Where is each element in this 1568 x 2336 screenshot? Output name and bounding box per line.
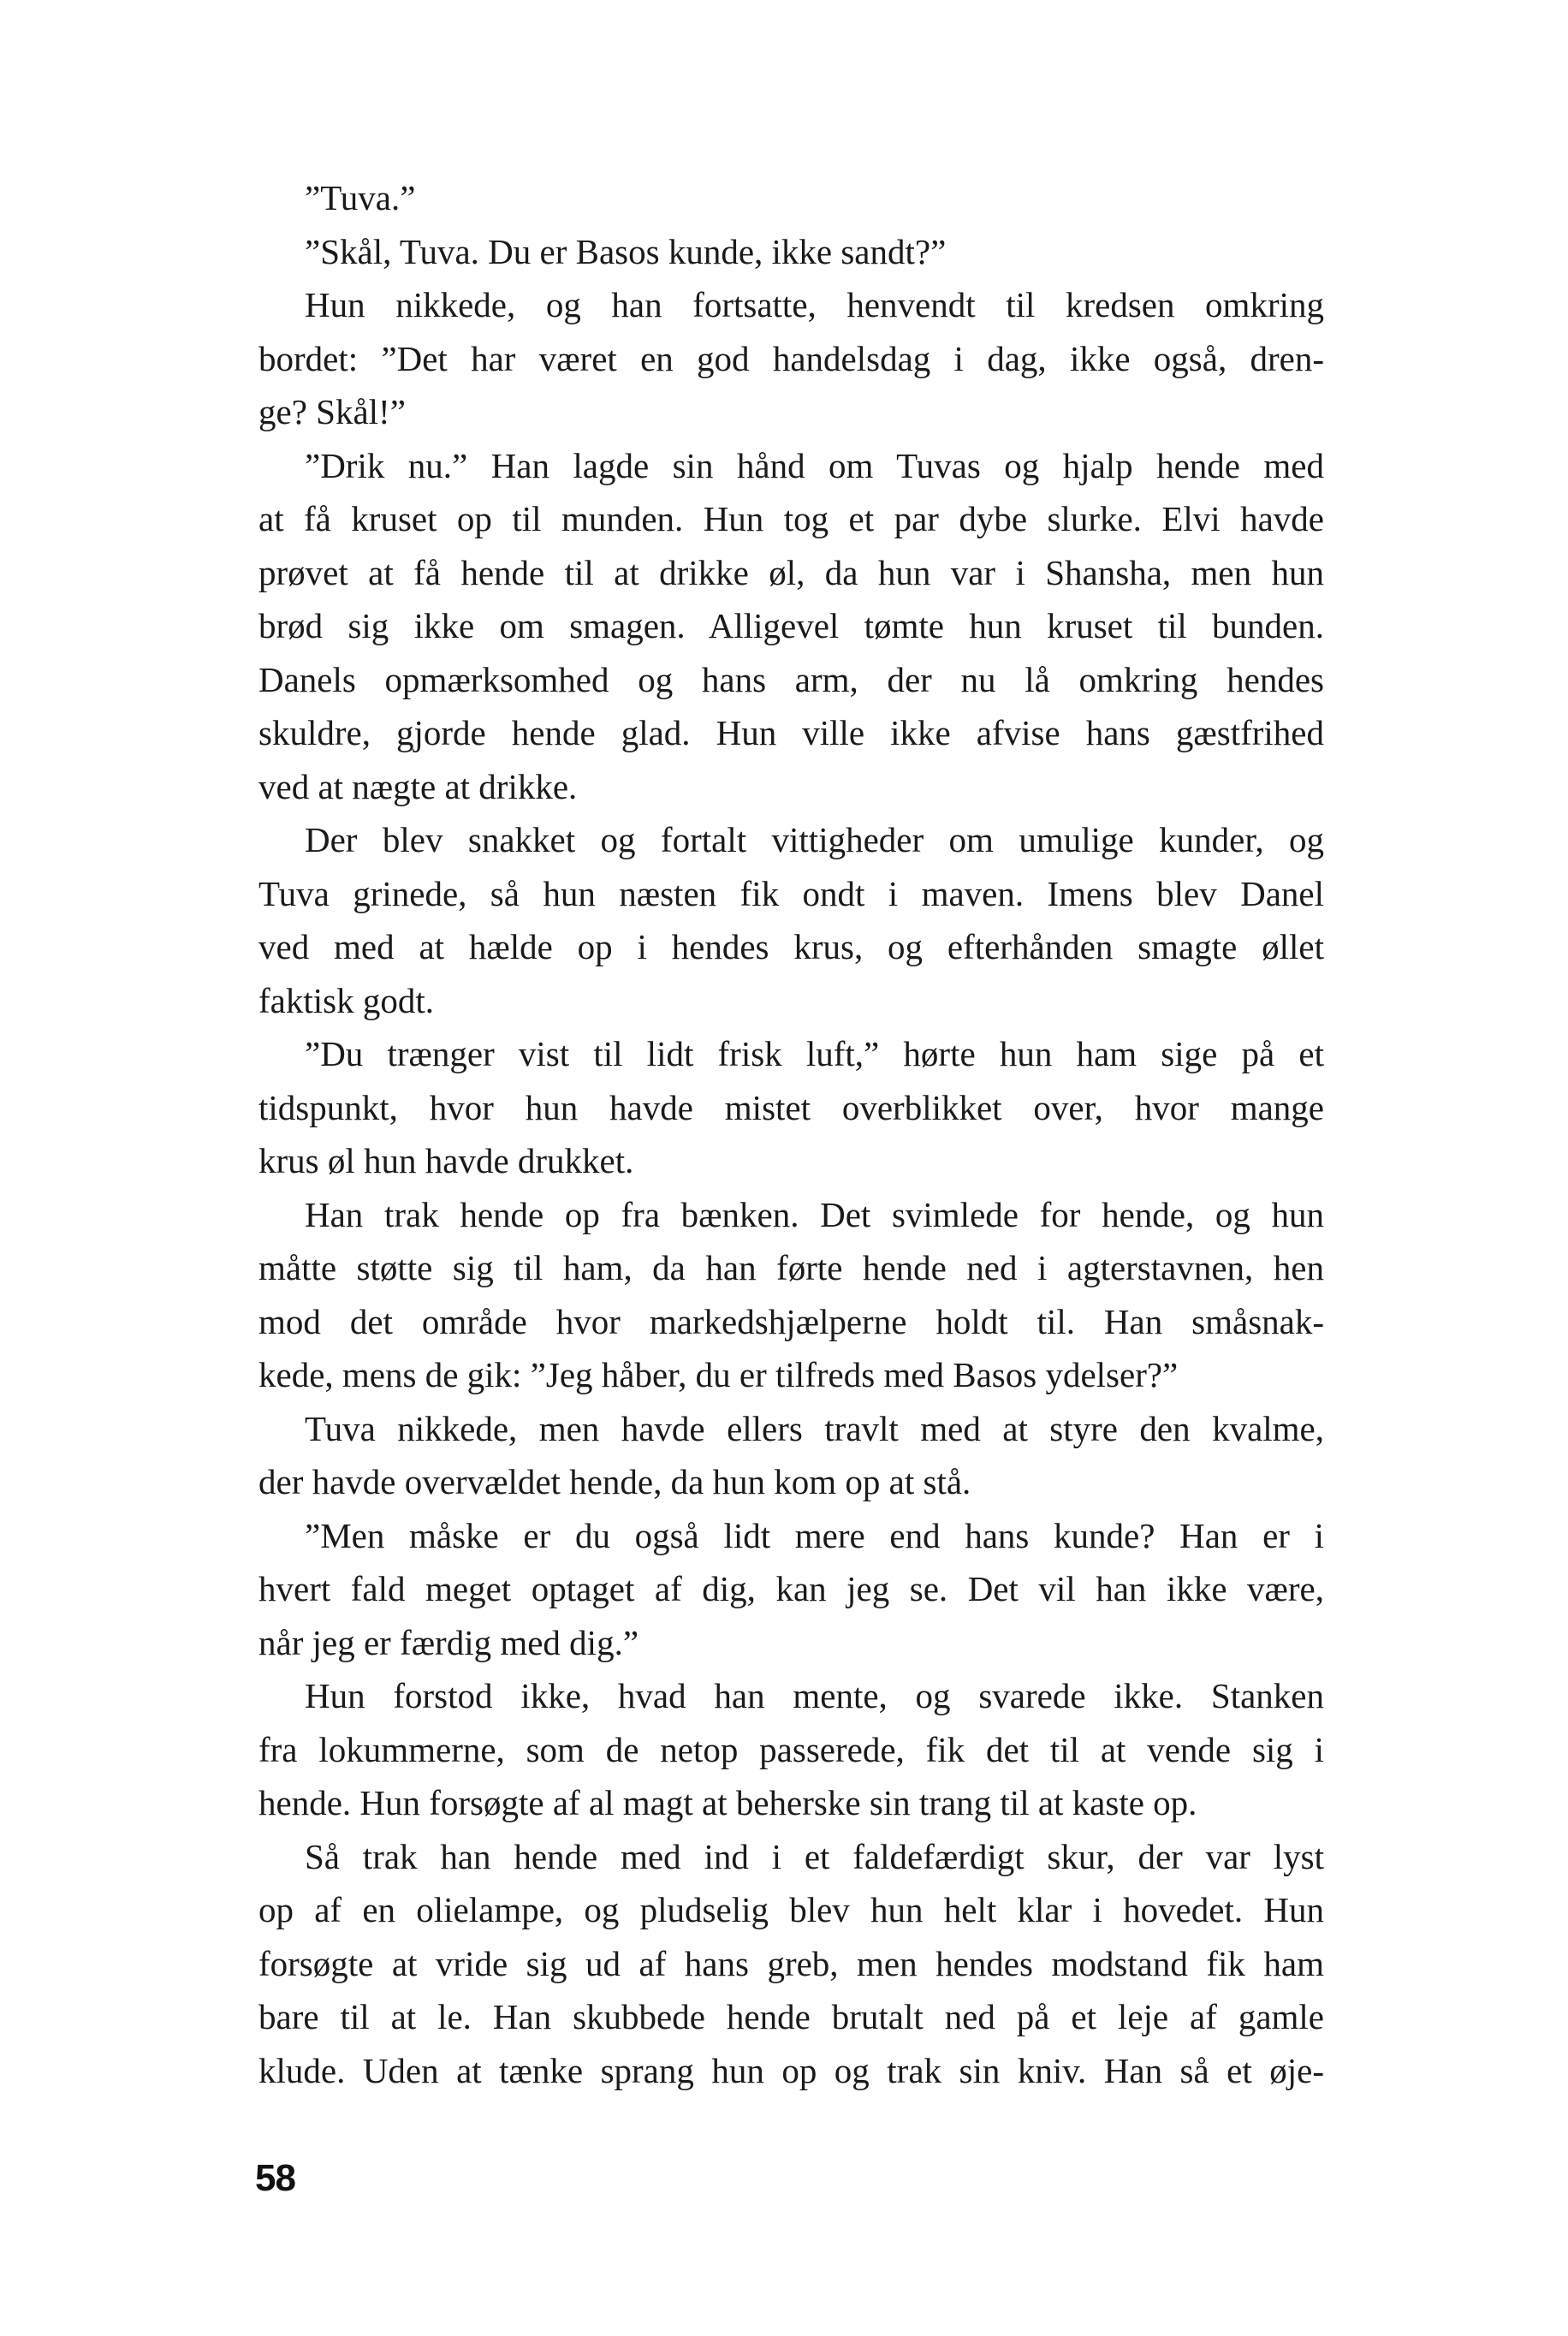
text-line: hende. Hun forsøgte af al magt at beherske sin trang til at kaste op.: [258, 1783, 1197, 1822]
text-line: måtte støtte sig til ham, da han førte hende ned i agterstavnen, hen: [258, 1248, 1324, 1287]
text-line: prøvet at få hende til at drikke øl, da hun var i Shansha, men hun: [258, 552, 1324, 592]
text-line: bare til at le. Han skubbede hende brutalt ned på et leje af gamle: [258, 1997, 1324, 2036]
text-line: fra lokummerne, som de netop passerede, fik det til at vende sig i: [258, 1729, 1324, 1769]
text-line: klude. Uden at tænke sprang hun op og trak sin kniv. Han så et øje-: [258, 2050, 1324, 2090]
text-line: der havde overvældet hende, da hun kom op at stå.: [258, 1462, 971, 1501]
text-line: Hun nikkede, og han fortsatte, henvendt til kredsen omkring: [305, 285, 1324, 324]
text-line: tidspunkt, hvor hun havde mistet overblikket over, hvor mange: [258, 1087, 1324, 1127]
text-line: ved med at hælde op i hendes krus, og efterhånden smagte øllet: [258, 927, 1324, 966]
text-line: ”Skål, Tuva. Du er Basos kunde, ikke sandt?”: [305, 231, 947, 271]
text-line: forsøgte at vride sig ud af hans greb, men hendes modstand fik ham: [258, 1943, 1324, 1983]
text-line: ”Men måske er du også lidt mere end hans kunde? Han er i: [305, 1515, 1324, 1555]
text-line: kede, mens de gik: ”Jeg håber, du er tilfreds med Basos ydelser?”: [258, 1355, 1179, 1394]
text-line: faktisk godt.: [258, 980, 434, 1020]
text-line: Han trak hende op fra bænken. Det svimlede for hende, og hun: [305, 1194, 1324, 1234]
text-line: krus øl hun havde drukket.: [258, 1141, 634, 1180]
text-line: Hun forstod ikke, hvad han mente, og svarede ikke. Stanken: [305, 1676, 1324, 1715]
text-line: når jeg er færdig med dig.”: [258, 1622, 639, 1662]
text-line: Der blev snakket og fortalt vittigheder om umulige kunder, og: [305, 820, 1324, 859]
text-line: mod det område hvor markedshjælperne holdt til. Han småsnak-: [258, 1301, 1324, 1341]
text-line: op af en olielampe, og pludselig blev hun helt klar i hovedet. Hun: [258, 1890, 1324, 1929]
text-line: hvert fald meget optaget af dig, kan jeg se. Det vil han ikke være,: [258, 1569, 1324, 1608]
text-line: brød sig ikke om smagen. Alligevel tømte hun kruset til bunden.: [258, 606, 1324, 645]
text-line: at få kruset op til munden. Hun tog et par dybe slurke. Elvi havde: [258, 499, 1324, 538]
text-line: Så trak han hende med ind i et faldefærdigt skur, der var lyst: [305, 1836, 1324, 1876]
text-line: ved at nægte at drikke.: [258, 766, 578, 806]
text-line: Tuva nikkede, men havde ellers travlt med at styre den kvalme,: [305, 1408, 1324, 1448]
text-line: ”Tuva.”: [305, 178, 416, 217]
text-line: ”Drik nu.” Han lagde sin hånd om Tuvas og hjalp hende med: [305, 445, 1324, 485]
text-line: ge? Skål!”: [258, 392, 406, 431]
body-text: [258, 171, 1324, 2097]
text-line: ”Du trænger vist til lidt frisk luft,” hørte hun ham sige på et: [305, 1034, 1324, 1073]
text-line: bordet: ”Det har været en god handelsdag i dag, ikke også, dren-: [258, 338, 1324, 378]
page-number: 58: [255, 2157, 295, 2199]
text-line: Danels opmærksomhed og hans arm, der nu lå omkring hendes: [258, 659, 1324, 699]
text-line: Tuva grinede, så hun næsten fik ondt i maven. Imens blev Danel: [258, 873, 1324, 913]
text-line: skuldre, gjorde hende glad. Hun ville ikke afvise hans gæstfrihed: [258, 713, 1324, 752]
